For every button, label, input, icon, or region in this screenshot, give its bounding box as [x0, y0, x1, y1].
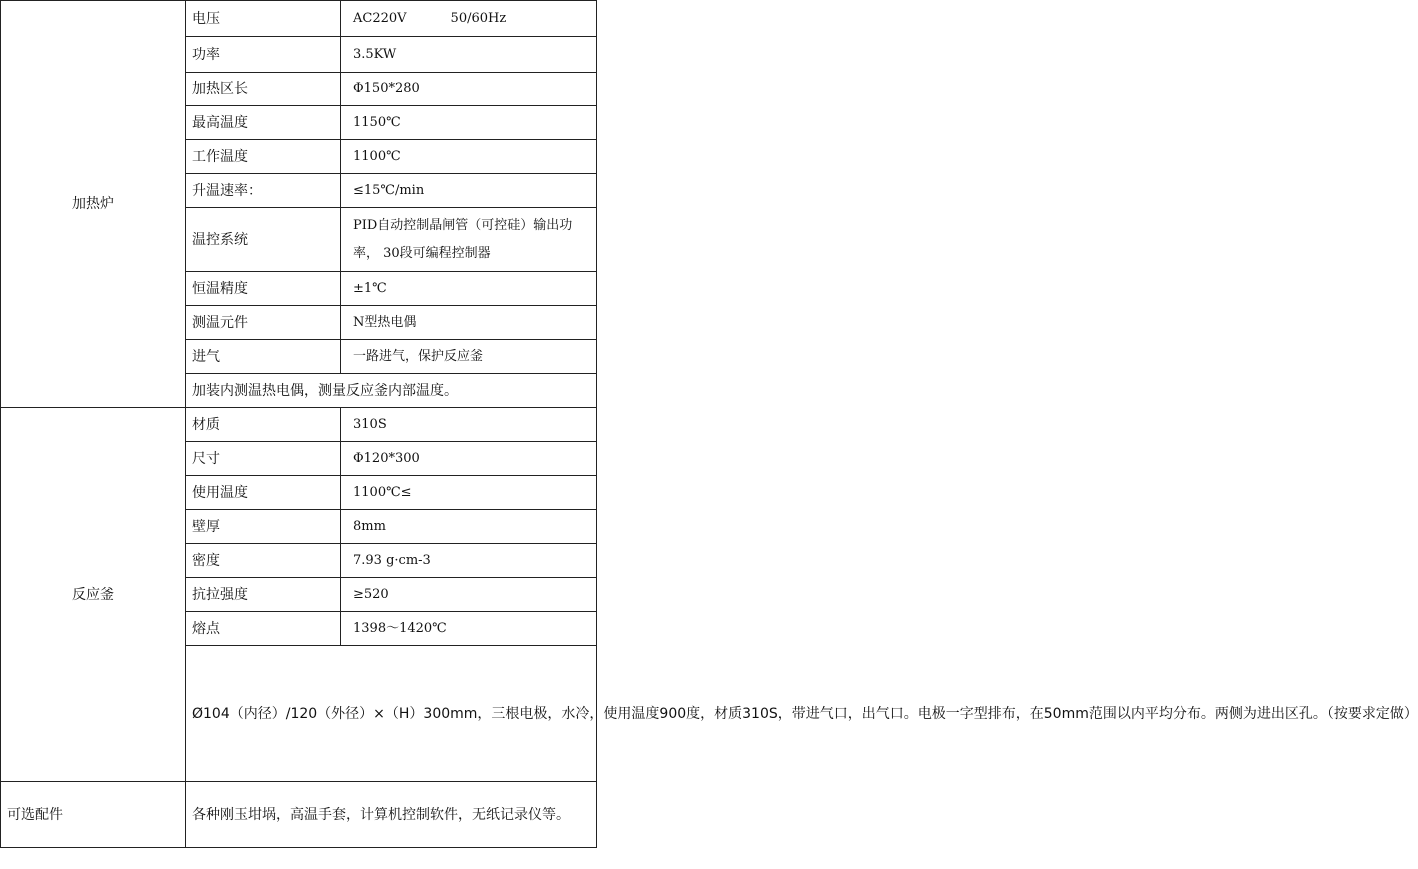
group-reactor: 反应釜	[1, 408, 186, 782]
row-value-density: 7.93 g·cm-3	[341, 544, 597, 578]
row-label-tensile: 抗拉强度	[186, 578, 341, 612]
frequency-value: 50/60Hz	[450, 10, 507, 26]
table-row	[1, 408, 597, 442]
row-label-wall-thickness: 壁厚	[186, 510, 341, 544]
table-row	[1, 1, 597, 37]
voltage-value: AC220V	[353, 10, 407, 26]
optional-accessories-note: 各种刚玉坩埚，高温手套，计算机控制软件，无纸记录仪等。	[186, 782, 597, 848]
row-value-tensile: ≥520	[341, 578, 597, 612]
row-value-heating-zone: Φ150*280	[341, 73, 597, 106]
row-label-constant-temp: 恒温精度	[186, 272, 341, 306]
reactor-note: Ø104（内径）/120（外径）×（H）300mm，三根电极，水冷，使用温度900度，材质310S，带进气口，出气口。电极一字型排布，在50mm范围以内平均分布。两侧为进出区孔。（按要求定做）	[186, 646, 597, 782]
row-value-voltage	[341, 1, 597, 37]
row-value-heating-rate: ≤15℃/min	[341, 174, 597, 208]
row-label-work-temp: 工作温度	[186, 140, 341, 174]
row-value-material: 310S	[341, 408, 597, 442]
row-label-voltage: 电压	[186, 1, 341, 37]
row-value-constant-temp: ±1℃	[341, 272, 597, 306]
row-label-power: 功率	[186, 37, 341, 73]
row-label-size: 尺寸	[186, 442, 341, 476]
row-value-use-temp: 1100℃≤	[341, 476, 597, 510]
row-value-melting-point: 1398～1420℃	[341, 612, 597, 646]
row-value-sensor: N型热电偶	[341, 306, 597, 340]
row-value-wall-thickness: 8mm	[341, 510, 597, 544]
row-value-size: Φ120*300	[341, 442, 597, 476]
row-value-work-temp: 1100℃	[341, 140, 597, 174]
row-label-sensor: 测温元件	[186, 306, 341, 340]
row-label-temp-control: 温控系统	[186, 208, 341, 272]
group-optional-accessories: 可选配件	[1, 782, 186, 848]
row-value-temp-control: PID自动控制晶闸管（可控硅）输出功率， 30段可编程控制器	[341, 208, 597, 272]
row-value-power: 3.5KW	[341, 37, 597, 73]
row-label-melting-point: 熔点	[186, 612, 341, 646]
row-label-use-temp: 使用温度	[186, 476, 341, 510]
row-label-material: 材质	[186, 408, 341, 442]
row-label-heating-zone: 加热区长	[186, 73, 341, 106]
row-label-gas-inlet: 进气	[186, 340, 341, 374]
row-label-density: 密度	[186, 544, 341, 578]
row-label-max-temp: 最高温度	[186, 106, 341, 140]
table-row	[1, 782, 597, 848]
group-heating-furnace: 加热炉	[1, 1, 186, 408]
row-value-max-temp: 1150℃	[341, 106, 597, 140]
row-label-heating-rate: 升温速率：	[186, 174, 341, 208]
row-value-gas-inlet: 一路进气，保护反应釜	[341, 340, 597, 374]
furnace-note: 加装内测温热电偶，测量反应釜内部温度。	[186, 374, 597, 408]
